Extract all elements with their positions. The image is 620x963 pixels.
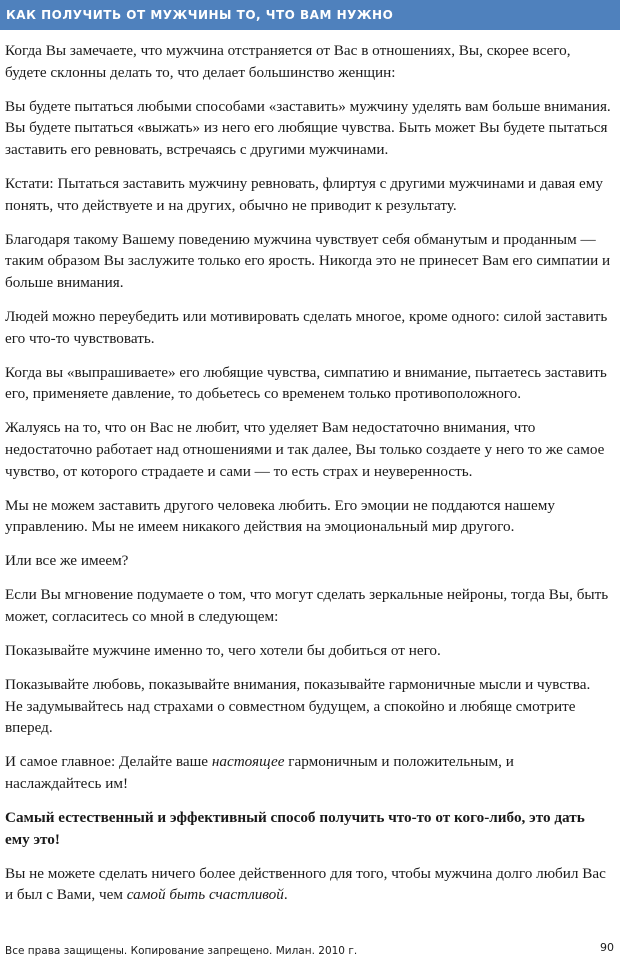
copyright-footer: Все права защищены. Копирование запрещено. Милан. 2010 г.: [5, 945, 358, 957]
paragraph: Людей можно переубедить или мотивировать сделать многое, кроме одного: силой заставить его что-то чувствовать.: [5, 307, 608, 347]
paragraph-text: Вы не можете сделать ничего более действенного для того, чтобы мужчина долго любил Вас и был с Вами, чем: [5, 864, 606, 904]
emphasized-text: самой быть счастливой: [126, 886, 284, 904]
key-statement: Самый естественный и эффективный способ получить что-то от кого-либо, это дать ему это!: [5, 809, 585, 848]
paragraph: Когда Вы замечаете, что мужчина отстраняется от Вас в отношениях, Вы, скорее всего, будете склонны делать то, что делает большинство женщин:: [5, 42, 571, 81]
paragraph: Когда вы «выпрашиваете» его любящие чувства, симпатию и внимание, пытаетесь заставить его, применяете давление, то добьетесь со временем только противоположного.: [5, 363, 607, 403]
paragraph-text: .: [283, 886, 288, 904]
paragraph: [5, 751, 611, 794]
paragraph-text: гармоничным и положительным, и наслаждайтесь им!: [5, 753, 514, 793]
paragraph: Или все же имеем?: [5, 552, 129, 570]
paragraph: [5, 863, 611, 906]
paragraph: Показывайте мужчине именно то, чего хотели бы добиться от него.: [5, 642, 441, 660]
paragraph: Жалуясь на то, что он Вас не любит, что уделяет Вам недостаточно внимания, что недостаточно работает над отношениями и так далее, Вы только создаете у него то же самое чувство, от которого страдаете и сами — то есть страх и неуверенность.: [5, 419, 605, 480]
page-number: 90: [600, 941, 614, 954]
emphasized-text: настоящее: [211, 753, 285, 771]
paragraph-text: И самое главное: Делайте ваше: [5, 753, 212, 771]
paragraph: Кстати: Пытаться заставить мужчину ревновать, флиртуя с другими мужчинами и давая ему понять, что действуете и на других, обычно не приводит к результату.: [5, 174, 603, 214]
paragraph: Благодаря такому Вашему поведению мужчина чувствует себя обманутым и проданным — таким образом Вы заслужите только его ярость. Никогда это не принесет Вам его симпатии и больше внимания.: [5, 230, 611, 291]
paragraph: Мы не можем заставить другого человека любить. Его эмоции не поддаются нашему управлению. Мы не имеем никакого действия на эмоциональный мир другого.: [5, 496, 555, 536]
paragraph: Вы будете пытаться любыми способами «заставить» мужчину уделять вам больше внимания. Вы будете пытаться «выжать» из него его любящие чувства. Быть может Вы будете пытаться заставить его ревновать, встречаясь с другими мужчинами.: [5, 97, 611, 158]
page-body: [5, 40, 611, 919]
paragraph: Показывайте любовь, показывайте внимания, показывайте гармоничные мысли и чувства. Не задумывайтесь над страхами о совместном будущем, а спокойно и любяще смотрите вперед.: [5, 676, 591, 737]
section-title: КАК ПОЛУЧИТЬ ОТ МУЖЧИНЫ ТО, ЧТО ВАМ НУЖНО: [6, 8, 394, 22]
paragraph: Если Вы мгновение подумаете о том, что могут сделать зеркальные нейроны, тогда Вы, быть может, согласитесь со мной в следующем:: [5, 586, 609, 625]
section-header-bar: [0, 0, 620, 30]
